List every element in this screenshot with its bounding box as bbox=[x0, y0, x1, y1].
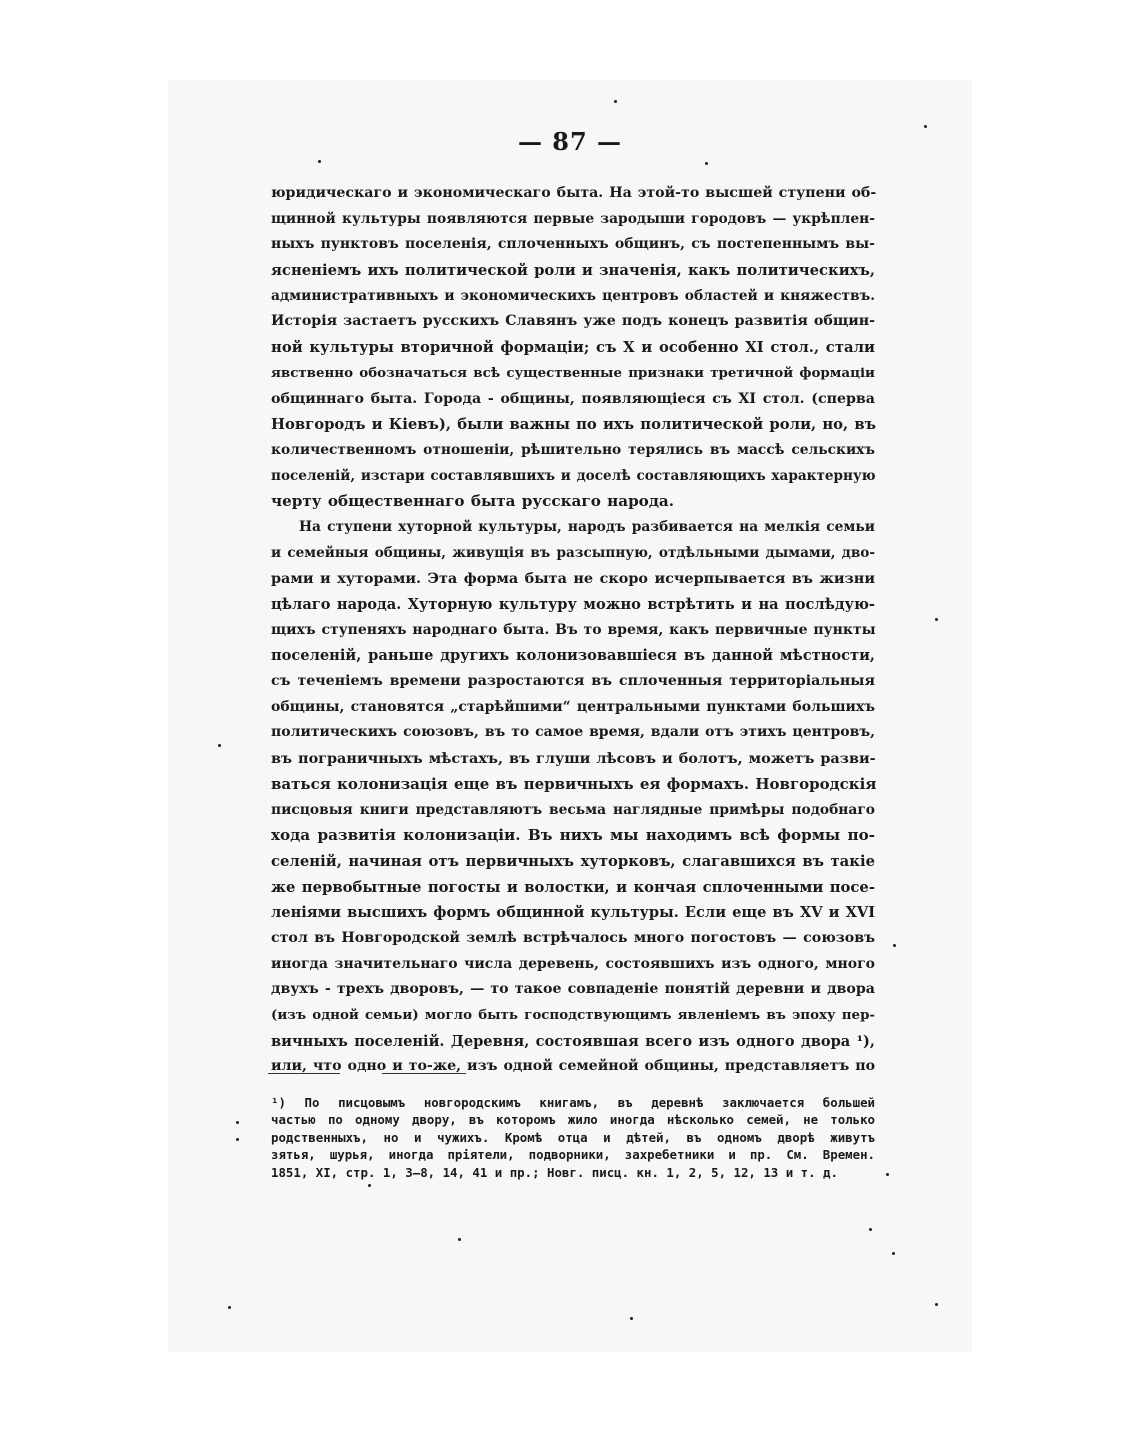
text-line: черту общественнаго быта русскаго народа. bbox=[271, 492, 675, 511]
text-line: поселеній, раньше другихъ колонизовавшіеся въ данной мѣстности, bbox=[271, 647, 875, 665]
text-line: поселеній, изстари составлявшихъ и доселѣ составляющихъ характерную bbox=[271, 467, 876, 484]
scan-speck bbox=[368, 1184, 371, 1187]
text-line: рами и хуторами. Эта форма быта не скоро исчерпывается въ жизни bbox=[271, 570, 875, 588]
text-line: Новгородъ и Кіевъ), были важны по ихъ политической роли, но, въ bbox=[271, 416, 876, 434]
text-line: щихъ ступеняхъ народнаго быта. Въ то время, какъ первичные пункты bbox=[271, 621, 876, 638]
scan-speck bbox=[318, 160, 321, 163]
scan-speck bbox=[886, 1173, 889, 1176]
scan-speck bbox=[893, 944, 896, 947]
text-line: административныхъ и экономическихъ центровъ областей и княжествъ. bbox=[271, 287, 875, 304]
text-line: вичныхъ поселеній. Деревня, состоявшая всего изъ одного двора ¹), bbox=[271, 1032, 875, 1050]
scan-speck bbox=[236, 1138, 239, 1141]
text-line: иногда значительнаго числа деревень, состоявшихъ изъ одного, много bbox=[271, 955, 875, 972]
page-number: — 87 — bbox=[517, 127, 623, 156]
text-line: леніями высшихъ формъ общинной культуры. Если еще въ XV и XVI bbox=[271, 904, 876, 922]
footnote-line: частью по одному двору, въ которомъ жило иногда нѣсколько семей, не только bbox=[271, 1112, 875, 1128]
text-line: селеній, начиная отъ первичныхъ хуторковъ, слагавшихся въ такіе bbox=[271, 852, 875, 870]
footnote-line: родственныхъ, но и чужихъ. Кромѣ отца и дѣтей, въ одномъ дворѣ живутъ bbox=[271, 1129, 875, 1145]
text-line: Исторія застаетъ русскихъ Славянъ уже подъ конецъ развитія общин- bbox=[271, 313, 875, 330]
paragraph-2 bbox=[271, 515, 875, 1080]
scan-speck bbox=[236, 1121, 239, 1124]
footnote bbox=[271, 1094, 875, 1181]
text-line: съ теченіемъ времени разростаются въ сплоченныя территоріальныя bbox=[271, 673, 875, 690]
scan-speck bbox=[228, 1306, 231, 1309]
text-line: двухъ - трехъ дворовъ, — то такое совпаденіе понятій деревни и двора bbox=[271, 981, 875, 998]
text-line: цѣлаго народа. Хуторную культуру можно встрѣтить и на послѣдую- bbox=[271, 596, 875, 613]
text-line: явственно обозначаться всѣ существенные признаки третичной формаціи bbox=[271, 364, 875, 381]
text-line: политическихъ союзовъ, въ то самое время, вдали отъ этихъ центровъ, bbox=[271, 724, 875, 741]
scan-speck bbox=[935, 1303, 938, 1306]
scan-speck bbox=[458, 1238, 461, 1241]
text-line: же первобытные погосты и волостки, и кончая сплоченными посе- bbox=[271, 878, 875, 896]
text-line: ной культуры вторичной формаціи; съ X и особенно XI стол., стали bbox=[271, 339, 875, 357]
text-line: (изъ одной семьи) могло быть господствующимъ явленіемъ въ эпоху пер- bbox=[271, 1007, 875, 1023]
scan-speck bbox=[218, 744, 221, 747]
footnote-line: 1851, XI, стр. 1, 3—8, 14, 41 и пр.; Новг. писц. кн. 1, 2, 5, 12, 13 и т. д. bbox=[271, 1164, 838, 1180]
scan-speck bbox=[630, 1317, 633, 1320]
paragraph-1 bbox=[271, 181, 875, 515]
text-line: общиннаго быта. Города - общины, появляющіеся съ XI стол. (сперва bbox=[271, 390, 875, 407]
scan-speck bbox=[614, 100, 617, 103]
scan-speck bbox=[924, 125, 927, 128]
footnote-line: ¹) По писцовымъ новгородскимъ книгамъ, въ деревнѣ заключается большей bbox=[271, 1095, 875, 1110]
body-text bbox=[271, 181, 875, 1080]
footnote-divider bbox=[382, 1073, 466, 1074]
text-line: писцовыя книги представляютъ весьма наглядные примѣры подобнаго bbox=[271, 801, 875, 818]
scan-speck bbox=[705, 162, 708, 165]
text-line: ваться колонизація еще въ первичныхъ ея формахъ. Новгородскія bbox=[271, 774, 877, 793]
text-line: въ пограничныхъ мѣстахъ, въ глуши лѣсовъ и болотъ, можетъ разви- bbox=[271, 750, 876, 768]
scan-speck bbox=[935, 618, 938, 621]
footnote-divider bbox=[268, 1073, 340, 1074]
text-line: юридическаго и экономическаго быта. На этой-то высшей ступени об- bbox=[271, 185, 877, 201]
text-line: хода развитія колонизаціи. Въ нихъ мы находимъ всѣ формы по- bbox=[271, 826, 875, 845]
text-line: ясненіемъ ихъ политической роли и значенія, какъ политическихъ, bbox=[271, 262, 875, 280]
text-line: общины, становятся „старѣйшими“ центральными пунктами большихъ bbox=[271, 698, 875, 715]
scan-speck bbox=[869, 1228, 872, 1231]
text-line: стол въ Новгородской землѣ встрѣчалось много погостовъ — союзовъ bbox=[271, 929, 875, 946]
text-line: ныхъ пунктовъ поселенія, сплоченныхъ общинъ, съ постепеннымъ вы- bbox=[271, 236, 875, 253]
text-line: и семейныя общины, живущія въ разсыпную, отдѣльными дымами, дво- bbox=[271, 544, 875, 561]
text-line: щинной культуры появляются первые зародыши городовъ — укрѣплен- bbox=[271, 210, 875, 227]
text-line: или, что одно и то-же, изъ одной семейной общины, представляетъ по bbox=[271, 1058, 876, 1075]
scan-speck bbox=[892, 1252, 895, 1255]
text-line: количественномъ отношеніи, рѣшительно терялись въ массѣ сельскихъ bbox=[271, 441, 875, 458]
footnote-line: зятья, шурья, иногда пріятели, подворники, захребетники и пр. См. Времен. bbox=[271, 1147, 875, 1163]
text-line: На ступени хуторной культуры, народъ разбивается на мелкія семьи bbox=[299, 518, 875, 535]
